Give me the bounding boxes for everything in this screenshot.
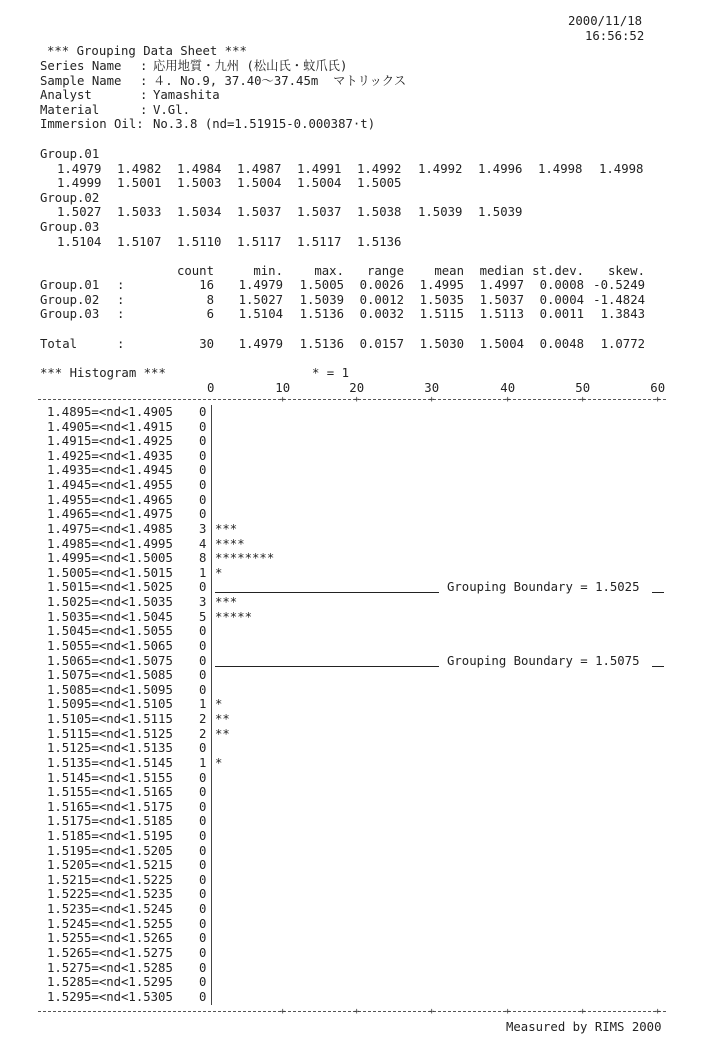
bin-count: 0 [199, 931, 207, 946]
meta-value: V.Gl. [153, 102, 191, 117]
bin-count: 0 [199, 638, 207, 653]
bin-range: 1.5085=<nd<1.5095 [47, 682, 173, 697]
bin-stars: * [215, 697, 223, 712]
bin-stars: ***** [215, 609, 253, 624]
bin-range: 1.5115=<nd<1.5125 [47, 726, 173, 741]
bin-range: 1.5015=<nd<1.5025 [47, 580, 173, 595]
bin-range: 1.5215=<nd<1.5225 [47, 872, 173, 887]
axis-tick-label: 20 [349, 381, 365, 395]
rule-tick: + [655, 1007, 661, 1017]
axis-tick-label: 0 [207, 381, 215, 395]
grouping-boundary-line [215, 592, 439, 593]
bin-range: 1.4915=<nd<1.4925 [47, 434, 173, 449]
stat-value: 1.5039 [299, 292, 344, 307]
bin-count: 0 [199, 463, 207, 478]
stat-value: 1.5113 [479, 307, 524, 322]
rule-tick: + [505, 1007, 511, 1017]
rule-tick: + [354, 1007, 360, 1017]
bin-range: 1.5295=<nd<1.5305 [47, 989, 173, 1004]
bin-range: 1.5145=<nd<1.5155 [47, 770, 173, 785]
bin-count: 0 [199, 799, 207, 814]
bin-stars: * [215, 565, 223, 580]
group-value: 1.5136 [357, 234, 402, 249]
stat-value: 1.5005 [299, 278, 344, 292]
bin-count: 0 [199, 668, 207, 683]
group-value: 1.5034 [177, 205, 222, 220]
bin-range: 1.4925=<nd<1.4935 [47, 448, 173, 463]
bin-count: 4 [199, 536, 207, 551]
rule-tick: + [280, 395, 286, 405]
stat-value: 1.4979 [238, 278, 283, 292]
group-value: 1.5037 [237, 205, 282, 220]
bin-range: 1.5095=<nd<1.5105 [47, 697, 173, 712]
histogram-title: *** Histogram *** [40, 366, 166, 380]
bin-count: 1 [199, 565, 207, 580]
stat-header: mean [434, 264, 464, 278]
stat-value: 0.0011 [539, 307, 584, 322]
stat-value: -0.5249 [593, 278, 645, 292]
stat-value: 16 [199, 278, 214, 292]
group-value: 1.5001 [117, 176, 162, 191]
stat-value: 8 [206, 292, 214, 307]
bin-count: 5 [199, 609, 207, 624]
stat-value: 1.5027 [238, 292, 283, 307]
stat-row-sep: : [117, 292, 125, 307]
stat-total-name: Total [40, 337, 78, 351]
group-value: 1.4987 [237, 161, 282, 176]
immersion-oil-label: Immersion Oil: [40, 117, 144, 131]
stat-row-name: Group.02 [40, 292, 100, 307]
bin-range: 1.4975=<nd<1.4985 [47, 521, 173, 536]
bin-range: 1.4955=<nd<1.4965 [47, 492, 173, 507]
group-value: 1.5107 [117, 234, 162, 249]
grouping-boundary-line [215, 666, 439, 667]
stat-value: 0.0008 [539, 278, 584, 292]
bin-count: 1 [199, 755, 207, 770]
bin-range: 1.5255=<nd<1.5265 [47, 931, 173, 946]
group-value: 1.5104 [57, 234, 102, 249]
stat-value: 1.3843 [600, 307, 645, 322]
group-value: 1.5027 [57, 205, 102, 220]
histogram-bottom-rule [38, 1007, 666, 1017]
bin-count: 0 [199, 448, 207, 463]
rule-tick: + [429, 1007, 435, 1017]
axis-tick-label: 30 [424, 381, 440, 395]
stat-header: max. [314, 264, 344, 278]
bin-range: 1.5225=<nd<1.5235 [47, 887, 173, 902]
bin-count: 0 [199, 419, 207, 434]
stat-header: count [176, 264, 214, 278]
bin-range: 1.5265=<nd<1.5275 [47, 945, 173, 960]
bin-range: 1.5165=<nd<1.5175 [47, 799, 173, 814]
bin-range: 1.5025=<nd<1.5035 [47, 595, 173, 610]
stat-value: 1.5035 [419, 292, 464, 307]
group-value: 1.4979 [57, 161, 102, 176]
group-value: 1.4984 [177, 161, 222, 176]
stat-header: st.dev. [532, 264, 584, 278]
group-value: 1.4998 [599, 161, 644, 176]
rule-tick: + [505, 395, 511, 405]
axis-tick-label: 50 [575, 381, 591, 395]
stat-total-value: 1.5004 [479, 337, 524, 351]
bin-range: 1.5065=<nd<1.5075 [47, 653, 173, 668]
sheet-title: *** Grouping Data Sheet *** [47, 44, 247, 58]
group-value: 1.5033 [117, 205, 162, 220]
stat-total-value: 0.0157 [359, 337, 404, 351]
bin-count: 1 [199, 697, 207, 712]
rule-tick: + [580, 395, 586, 405]
rule-tick: + [655, 395, 661, 405]
bin-stars: ** [215, 726, 230, 741]
bin-count: 0 [199, 916, 207, 931]
bin-count: 0 [199, 975, 207, 990]
bin-count: 0 [199, 858, 207, 873]
group-name: Group.02 [40, 190, 100, 205]
bin-count: 2 [199, 726, 207, 741]
rule-tick: + [429, 395, 435, 405]
bin-range: 1.5235=<nd<1.5245 [47, 902, 173, 917]
stat-row-name: Group.01 [40, 278, 100, 292]
rule-tick: + [280, 1007, 286, 1017]
group-value: 1.5117 [297, 234, 342, 249]
bin-range: 1.5135=<nd<1.5145 [47, 755, 173, 770]
bin-range: 1.4905=<nd<1.4915 [47, 419, 173, 434]
stat-value: 0.0026 [359, 278, 404, 292]
rule-tick: + [580, 1007, 586, 1017]
group-value: 1.5039 [418, 205, 463, 220]
bin-stars: *** [215, 521, 238, 536]
bin-range: 1.5195=<nd<1.5205 [47, 843, 173, 858]
bin-count: 0 [199, 624, 207, 639]
stat-total-value: 0.0048 [539, 337, 584, 351]
bin-stars: *** [215, 595, 238, 610]
bin-count: 8 [199, 551, 207, 566]
stat-total-value: 1.4979 [238, 337, 283, 351]
axis-tick-label: 10 [275, 381, 291, 395]
group-value: 1.4982 [117, 161, 162, 176]
bin-range: 1.5005=<nd<1.5015 [47, 565, 173, 580]
bin-count: 2 [199, 712, 207, 727]
group-value: 1.5004 [237, 176, 282, 191]
meta-value: 応用地質・九州 (松山氏・蚊爪氏) [153, 59, 348, 73]
grouping-boundary-tail [652, 666, 664, 667]
stat-header: median [479, 264, 524, 278]
group-value: 1.5037 [297, 205, 342, 220]
bin-range: 1.5175=<nd<1.5185 [47, 814, 173, 829]
bin-count: 0 [199, 785, 207, 800]
bin-range: 1.5055=<nd<1.5065 [47, 638, 173, 653]
grouping-boundary-label: Grouping Boundary = 1.5075 [447, 653, 640, 668]
meta-key: Sample Name [40, 73, 122, 88]
bin-range: 1.4995=<nd<1.5005 [47, 551, 173, 566]
grouping-boundary-tail [652, 592, 664, 593]
bin-count: 0 [199, 492, 207, 507]
histogram-baseline [211, 405, 212, 1005]
axis-tick-label: 60 [650, 381, 666, 395]
group-value: 1.4999 [57, 176, 102, 191]
bin-range: 1.5285=<nd<1.5295 [47, 975, 173, 990]
group-value: 1.5039 [478, 205, 523, 220]
bin-range: 1.4965=<nd<1.4975 [47, 507, 173, 522]
group-value: 1.4992 [418, 161, 463, 176]
bin-stars: ******** [215, 551, 275, 566]
meta-value: Yamashita [153, 88, 220, 103]
grouping-boundary-label: Grouping Boundary = 1.5025 [447, 580, 640, 595]
bin-stars: ** [215, 712, 230, 727]
stat-value: 0.0012 [359, 292, 404, 307]
bin-count: 0 [199, 653, 207, 668]
bin-count: 0 [199, 434, 207, 449]
stat-value: 1.5104 [238, 307, 283, 322]
bin-range: 1.5205=<nd<1.5215 [47, 858, 173, 873]
meta-key: Material [40, 102, 100, 117]
bin-stars: * [215, 755, 223, 770]
meta-colon: : [140, 88, 148, 103]
bin-range: 1.4945=<nd<1.4955 [47, 478, 173, 493]
bin-count: 0 [199, 478, 207, 493]
bin-range: 1.4985=<nd<1.4995 [47, 536, 173, 551]
stat-header: skew. [607, 264, 645, 278]
bin-count: 0 [199, 902, 207, 917]
stat-header: min. [253, 264, 283, 278]
group-value: 1.5038 [357, 205, 402, 220]
stat-row-name: Group.03 [40, 307, 100, 322]
group-value: 1.5117 [237, 234, 282, 249]
bin-range: 1.5125=<nd<1.5135 [47, 741, 173, 756]
group-name: Group.01 [40, 147, 100, 161]
stat-total-sep: : [117, 337, 125, 351]
bin-range: 1.5045=<nd<1.5055 [47, 624, 173, 639]
stat-value: 6 [206, 307, 214, 322]
bin-range: 1.5185=<nd<1.5195 [47, 828, 173, 843]
meta-colon: : [140, 73, 148, 88]
bin-range: 1.5105=<nd<1.5115 [47, 712, 173, 727]
bin-range: 1.5275=<nd<1.5285 [47, 960, 173, 975]
bin-count: 0 [199, 814, 207, 829]
stat-value: 1.4997 [479, 278, 524, 292]
bin-range: 1.5155=<nd<1.5165 [47, 785, 173, 800]
bin-count: 0 [199, 580, 207, 595]
meta-colon: : [140, 59, 148, 73]
histogram-scale-note: * = 1 [312, 366, 350, 380]
group-value: 1.5003 [177, 176, 222, 191]
meta-value: ４. No.9, 37.40〜37.45m マトリックス [153, 73, 407, 88]
group-value: 1.5004 [297, 176, 342, 191]
immersion-oil-value: No.3.8 (nd=1.51915-0.000387·t) [153, 117, 376, 131]
bin-count: 0 [199, 405, 207, 419]
group-value: 1.4992 [357, 161, 402, 176]
meta-key: Analyst [40, 88, 92, 103]
stat-value: 1.4995 [419, 278, 464, 292]
bin-range: 1.4935=<nd<1.4945 [47, 463, 173, 478]
group-value: 1.5110 [177, 234, 222, 249]
bin-range: 1.5245=<nd<1.5255 [47, 916, 173, 931]
stat-row-sep: : [117, 307, 125, 322]
print-time: 16:56:52 [585, 29, 645, 43]
stat-value: 1.5136 [299, 307, 344, 322]
bin-count: 0 [199, 770, 207, 785]
bin-count: 3 [199, 595, 207, 610]
group-value: 1.4996 [478, 161, 523, 176]
stat-value: 0.0004 [539, 292, 584, 307]
bin-stars: **** [215, 536, 245, 551]
bin-count: 0 [199, 828, 207, 843]
bin-count: 0 [199, 507, 207, 522]
meta-key: Series Name [40, 59, 122, 73]
stat-value: 1.5115 [419, 307, 464, 322]
footer-credit: Measured by RIMS 2000 [506, 1020, 662, 1034]
bin-count: 3 [199, 521, 207, 536]
group-name: Group.03 [40, 220, 100, 234]
stat-total-value: 1.5136 [299, 337, 344, 351]
bin-range: 1.5035=<nd<1.5045 [47, 609, 173, 624]
bin-count: 0 [199, 960, 207, 975]
group-value: 1.5005 [357, 176, 402, 191]
stat-row-sep: : [117, 278, 125, 292]
bin-count: 0 [199, 741, 207, 756]
stat-value: 0.0032 [359, 307, 404, 322]
meta-colon: : [140, 102, 148, 117]
stat-total-value: 1.5030 [419, 337, 464, 351]
bin-count: 0 [199, 872, 207, 887]
histogram-top-rule [38, 395, 666, 405]
stat-value: 1.5037 [479, 292, 524, 307]
group-value: 1.4998 [538, 161, 583, 176]
stat-header: range [366, 264, 404, 278]
stat-total-value: 1.0772 [600, 337, 645, 351]
stat-value: -1.4824 [593, 292, 645, 307]
bin-count: 0 [199, 843, 207, 858]
bin-count: 0 [199, 989, 207, 1004]
rule-tick: + [354, 395, 360, 405]
bin-count: 0 [199, 682, 207, 697]
bin-range: 1.4895=<nd<1.4905 [47, 405, 173, 419]
bin-count: 0 [199, 945, 207, 960]
bin-range: 1.5075=<nd<1.5085 [47, 668, 173, 683]
group-value: 1.4991 [297, 161, 342, 176]
axis-tick-label: 40 [500, 381, 516, 395]
bin-count: 0 [199, 887, 207, 902]
print-date: 2000/11/18 [568, 14, 643, 28]
stat-total-value: 30 [199, 337, 214, 351]
